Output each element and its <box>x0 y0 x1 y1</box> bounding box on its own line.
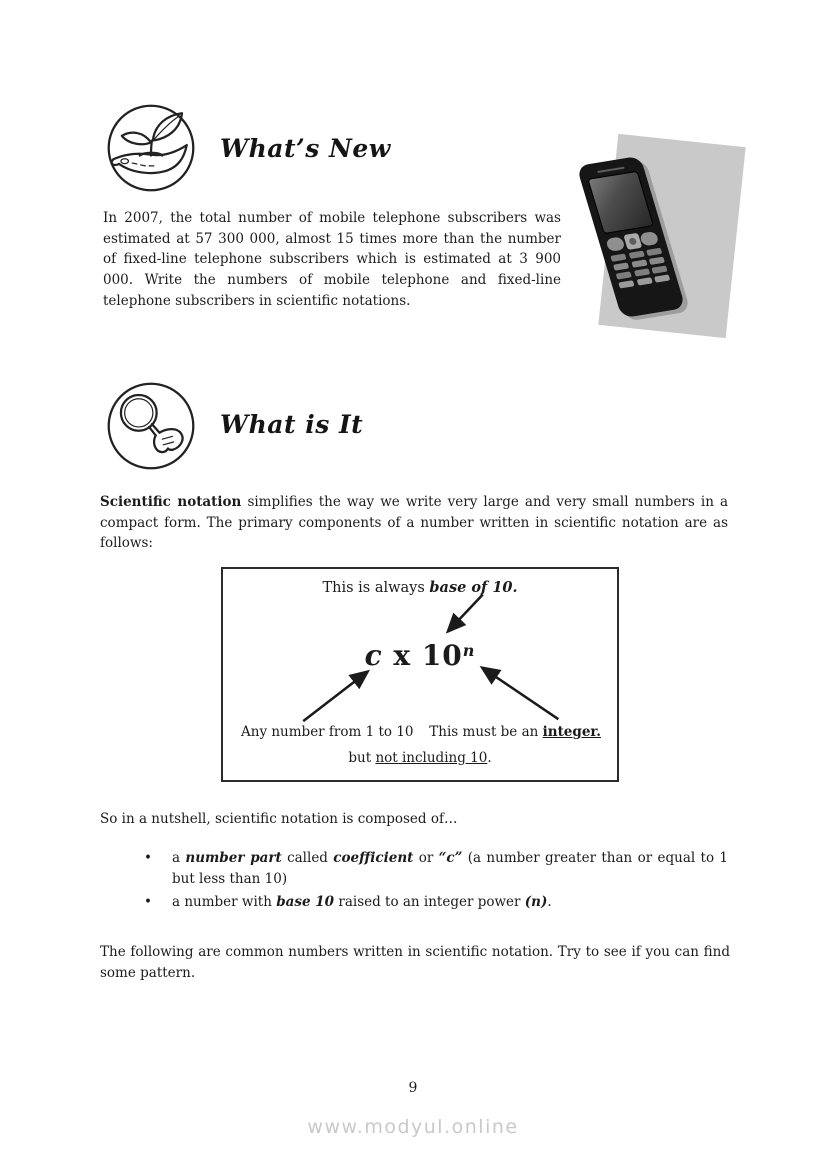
coefficient-rule-label: Any number from 1 to 10 <box>241 724 414 740</box>
page-number: 9 <box>408 1080 418 1096</box>
closing-paragraph: The following are common numbers written in scientific notation. Try to see if you can find some pattern. <box>100 944 730 981</box>
seedling-in-hand-icon <box>104 101 198 195</box>
formula-c-x-10n: c x 10$^n$ <box>364 639 476 672</box>
intro-bold-term: Scientific notation <box>100 494 242 510</box>
phone-left-softkey <box>605 236 625 251</box>
formula-exponent: n <box>462 641 476 660</box>
bullet-coefficient: • a number part called coefficient or “c” (a number greater than or equal to 1 but less than 10) <box>142 848 728 890</box>
bullet-base-exponent: • a number with base 10 raised to an integer power (n). <box>142 892 728 913</box>
phone-right-softkey <box>639 231 659 246</box>
arrow-to-exponent <box>483 668 559 719</box>
scientific-notation-diagram <box>221 567 619 782</box>
arrow-to-coefficient <box>303 672 367 721</box>
nutshell-bullet-list <box>142 848 728 915</box>
magnifying-glass-icon <box>104 379 198 473</box>
mobile-phone-image <box>558 138 758 350</box>
phone-screen <box>587 171 654 234</box>
intro-rest: simplifies the way we write very large and very small numbers in a compact form. The primary components of a number written in scientific notation are as follows: <box>100 494 729 552</box>
arrow-to-base-10 <box>448 595 482 631</box>
phone-speaker <box>597 167 625 173</box>
section-title-whats-new: What’s New <box>220 134 391 163</box>
nutshell-lead-line: So in a nutshell, scientific notation is composed of… <box>100 811 458 827</box>
watermark: www.modyul.online <box>307 1116 519 1138</box>
section-title-what-is-it: What is It <box>220 410 364 439</box>
coefficient-rule-label-2: but not including 10. <box>348 750 492 766</box>
diagram-arrows <box>223 569 617 780</box>
phone-center-key <box>623 233 642 250</box>
whats-new-paragraph: In 2007, the total number of mobile telephone subscribers was estimated at 57 300 000, almost 15 times more than the number of fixed-line telephone subscribers which is estimated at 3 900 000. Write the numbers of mobile telephone and fixed-line telephone subscribers in scientific notations. <box>103 210 561 309</box>
what-is-it-intro <box>100 492 728 554</box>
diagram-top-label: This is always base of 10. <box>322 579 518 596</box>
phone-keypad <box>610 248 671 292</box>
exponent-rule-label: This must be an integer. <box>429 724 601 740</box>
